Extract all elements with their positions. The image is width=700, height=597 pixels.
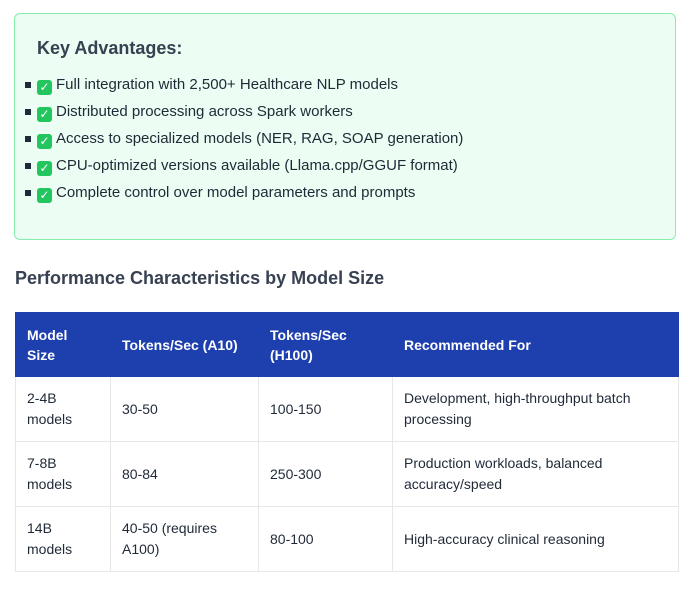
- table-cell: High-accuracy clinical reasoning: [393, 507, 679, 572]
- table-row: [16, 377, 679, 442]
- table-cell: 2-4B models: [16, 377, 111, 442]
- performance-table: [15, 312, 679, 572]
- table-row: [16, 507, 679, 572]
- check-mark-icon: ✓: [37, 161, 52, 176]
- bullet-icon: [25, 82, 31, 88]
- key-advantages-title: Key Advantages:: [37, 38, 183, 58]
- list-item: [15, 182, 463, 209]
- check-mark-icon: ✓: [37, 188, 52, 203]
- bullet-icon: [25, 190, 31, 196]
- check-mark-icon: ✓: [37, 134, 52, 149]
- advantage-text: CPU-optimized versions available (Llama.cpp/GGUF format): [56, 157, 458, 174]
- bullet-icon: [25, 163, 31, 169]
- table-cell: Production workloads, balanced accuracy/speed: [393, 442, 679, 507]
- check-mark-icon: ✓: [37, 107, 52, 122]
- advantage-text: Complete control over model parameters and prompts: [56, 184, 416, 201]
- table-row: [16, 442, 679, 507]
- performance-heading: Performance Characteristics by Model Size: [15, 268, 385, 288]
- table-cell: 250-300: [259, 442, 393, 507]
- table-cell: 14B models: [16, 507, 111, 572]
- advantage-text: Access to specialized models (NER, RAG, SOAP generation): [56, 130, 464, 147]
- bullet-icon: [25, 136, 31, 142]
- check-mark-icon: ✓: [37, 80, 52, 95]
- advantage-text: Full integration with 2,500+ Healthcare NLP models: [56, 76, 398, 93]
- column-header-tokens-a10: Tokens/Sec (A10): [111, 313, 259, 377]
- table-header-row: [16, 313, 679, 377]
- table-cell: 100-150: [259, 377, 393, 442]
- key-advantages-list: [15, 74, 463, 209]
- list-item: [15, 155, 463, 182]
- table-cell: 40-50 (requires A100): [111, 507, 259, 572]
- column-header-model-size: Model Size: [16, 313, 111, 377]
- bullet-icon: [25, 109, 31, 115]
- list-item: [15, 101, 463, 128]
- column-header-tokens-h100: Tokens/Sec (H100): [259, 313, 393, 377]
- key-advantages-box: [14, 13, 676, 240]
- advantage-text: Distributed processing across Spark workers: [56, 103, 353, 120]
- column-header-recommended-for: Recommended For: [393, 313, 679, 377]
- table-cell: 30-50: [111, 377, 259, 442]
- table-cell: 80-84: [111, 442, 259, 507]
- table-cell: Development, high-throughput batch processing: [393, 377, 679, 442]
- table-cell: 7-8B models: [16, 442, 111, 507]
- list-item: [15, 74, 463, 101]
- list-item: [15, 128, 463, 155]
- table-cell: 80-100: [259, 507, 393, 572]
